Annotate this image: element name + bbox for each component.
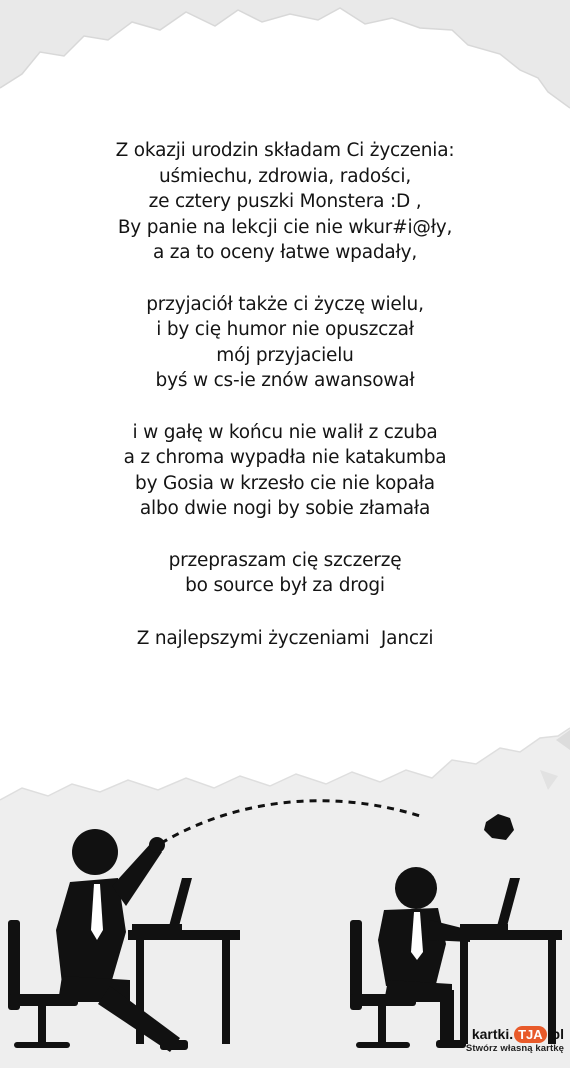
greeting-line: By panie na lekcji cie nie wkur#i@ły,: [117, 216, 453, 238]
signature: Z najlepszymi życzeniami Janczi: [136, 627, 434, 649]
greeting-line: przyjaciół także ci życzę wielu,: [146, 293, 424, 315]
greeting-line: i by cię humor nie opuszczał: [156, 319, 414, 341]
greeting-line: Z okazji urodzin składam Ci życzenia:: [115, 140, 455, 161]
greeting-line: przepraszam cię szczerzę: [168, 549, 402, 571]
brand-watermark: [466, 1025, 564, 1054]
greeting-line: [0, 266, 570, 292]
office-worker-throwing-icon: [8, 829, 240, 1052]
paper-ball-icon: [484, 814, 514, 840]
office-worker-at-laptop-icon: [350, 867, 562, 1048]
greeting-line: albo dwie nogi by sobie złamała: [139, 498, 431, 520]
greeting-line: by Gosia w krzesło cie nie kopała: [135, 472, 435, 494]
brand-logo-part: kartki.: [471, 1026, 514, 1042]
greeting-line: ze cztery puszki Monstera :D ,: [148, 191, 422, 213]
greeting-line: byś w cs-ie znów awansował: [155, 370, 415, 392]
greeting-line: a za to oceny łatwe wpadały,: [152, 242, 418, 264]
greeting-line: i w gałę w końcu nie walił z czuba: [132, 421, 438, 443]
greeting-text: [0, 138, 570, 651]
brand-tagline: Stwórz własną kartkę: [465, 1043, 564, 1054]
brand-logo-part: .pl: [547, 1026, 564, 1042]
brand-logo-part: TJA: [514, 1026, 547, 1043]
greeting-line: bo source był za drogi: [185, 575, 385, 597]
greeting-line: a z chroma wypadła nie katakumba: [123, 447, 447, 469]
greeting-line: uśmiechu, zdrowia, radości,: [158, 165, 412, 187]
greeting-line: [0, 394, 570, 420]
dashed-trajectory: [150, 801, 420, 850]
brand-logo: [466, 1025, 564, 1043]
greeting-line: [0, 522, 570, 548]
greeting-line: mój przyjacielu: [216, 344, 354, 366]
